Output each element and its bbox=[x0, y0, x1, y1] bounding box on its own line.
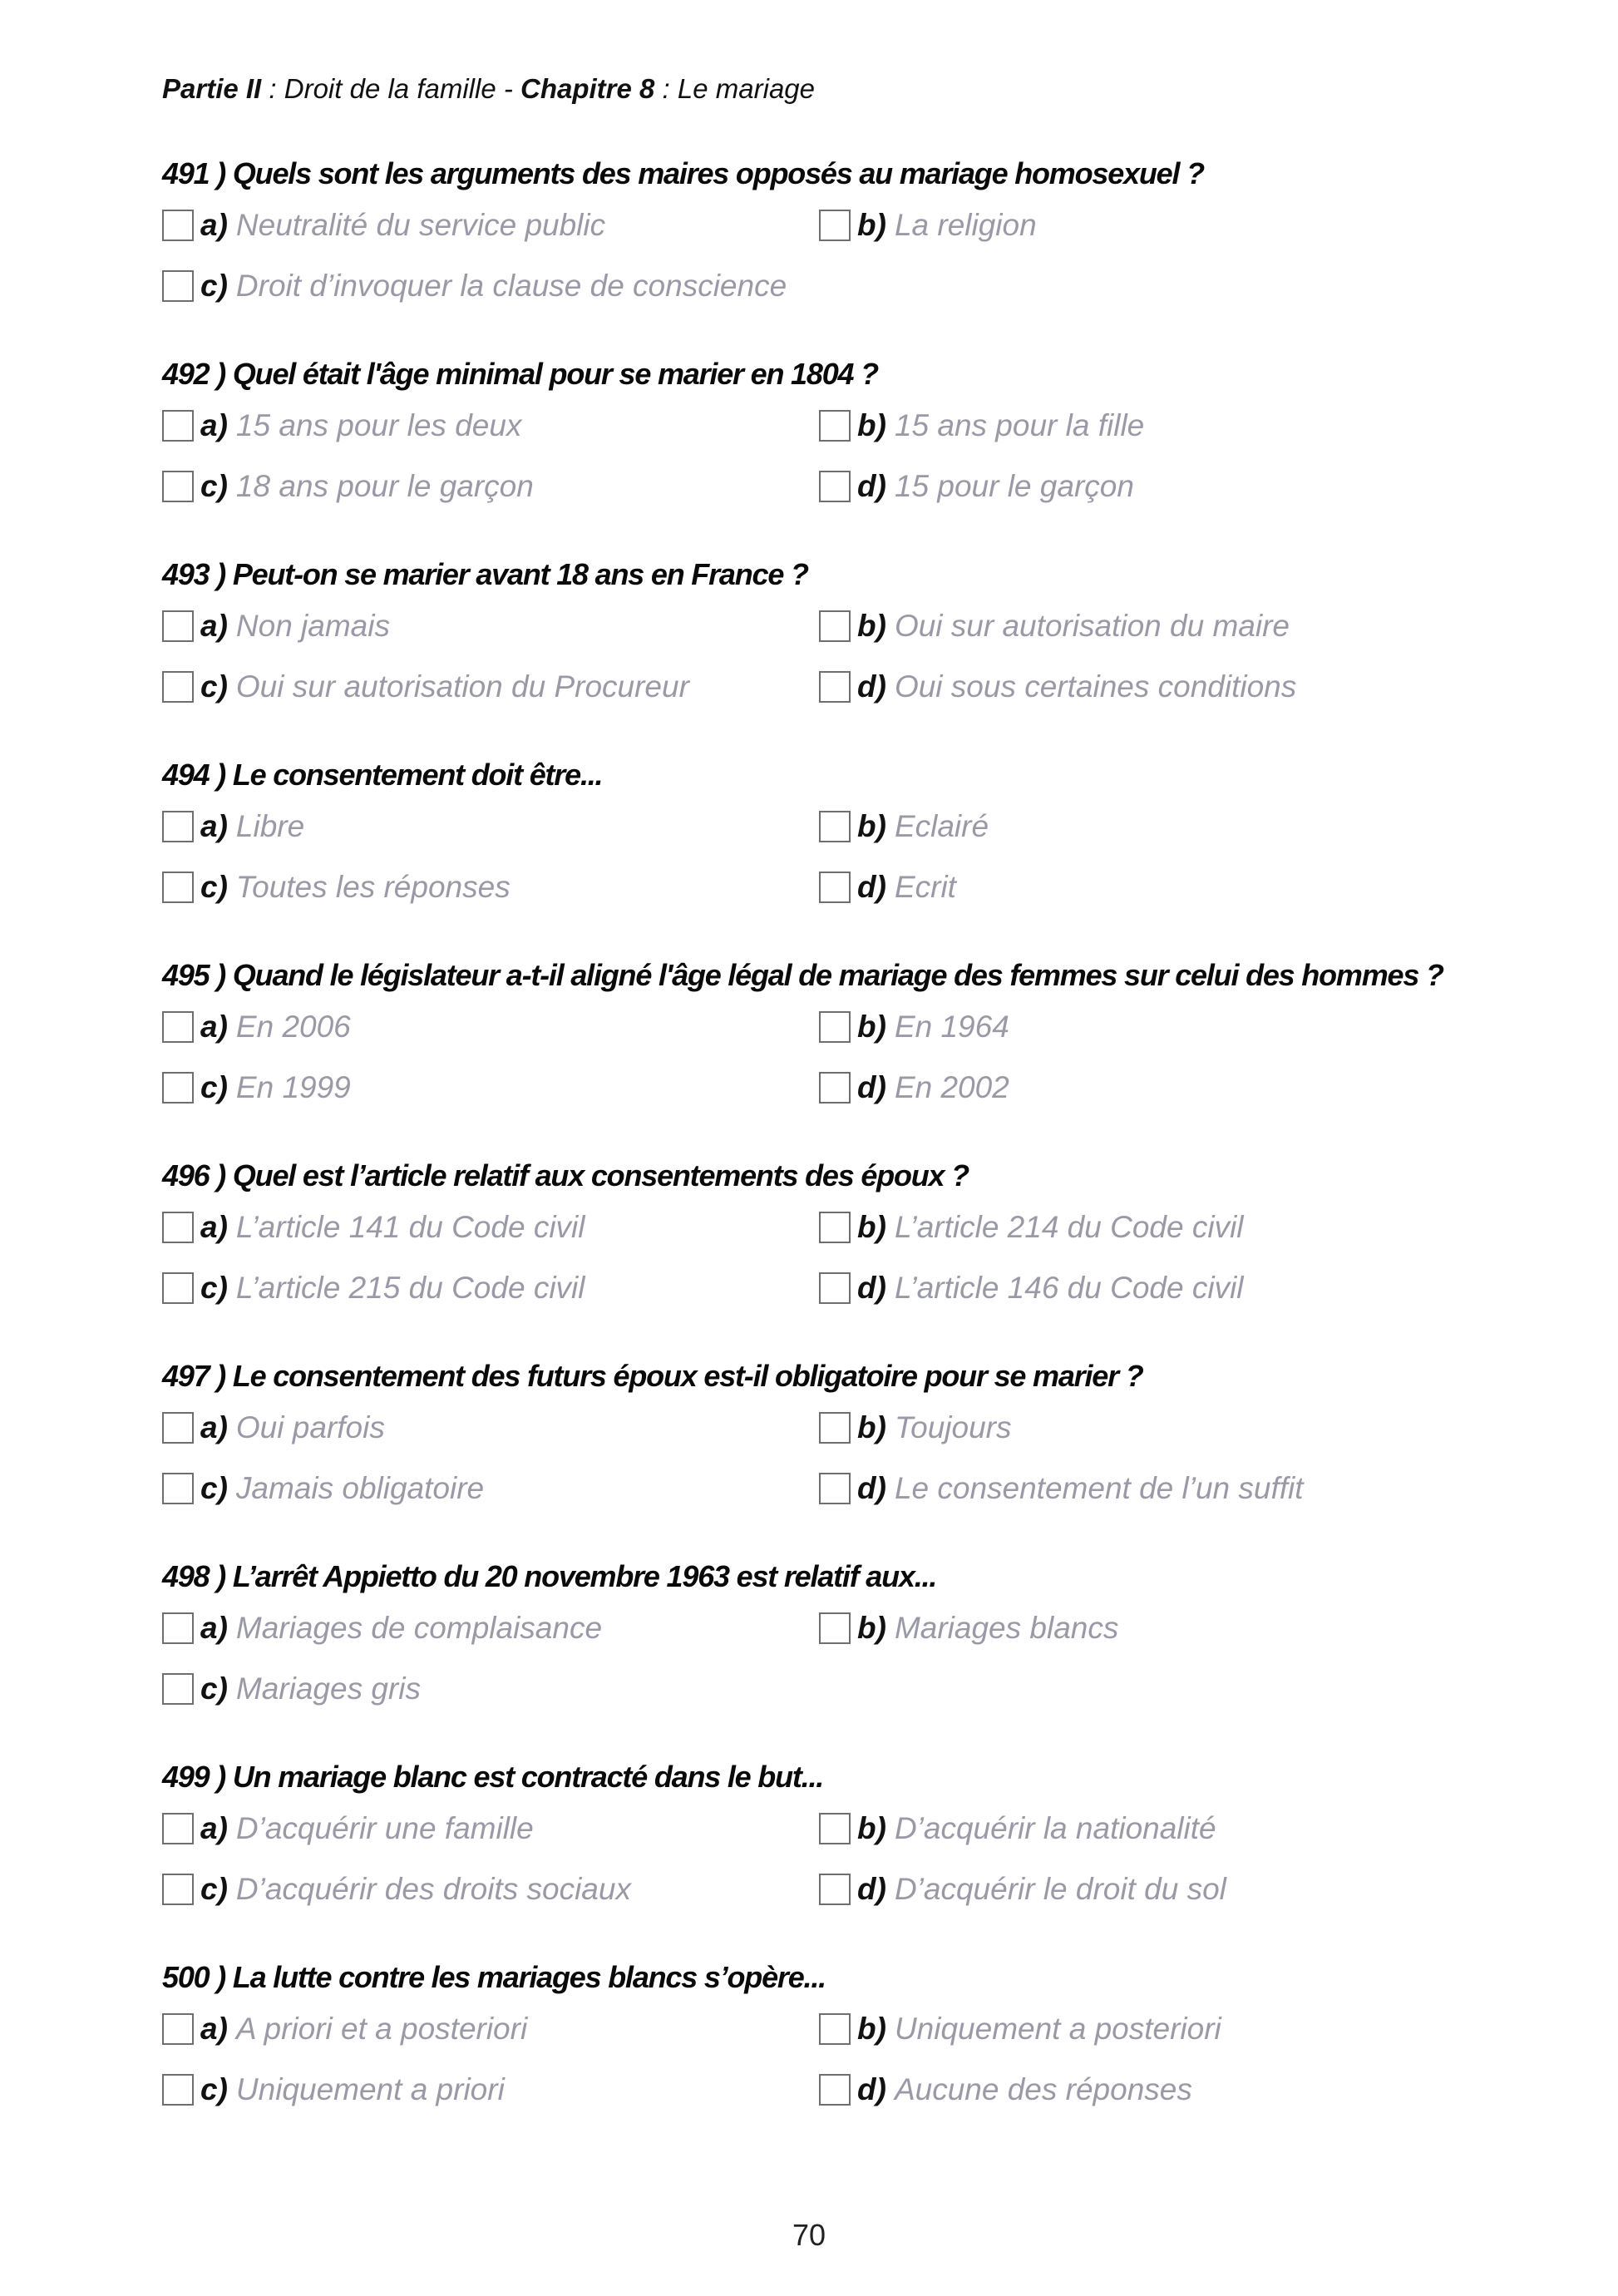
option-letter: a) bbox=[200, 2012, 228, 2046]
answer-option[interactable] bbox=[162, 1872, 631, 1907]
option-letter: d) bbox=[857, 669, 886, 704]
question-block bbox=[162, 357, 1509, 557]
question-title: 493 ) Peut-on se marier avant 18 ans en France ? bbox=[162, 557, 808, 591]
question-title: 491 ) Quels sont les arguments des maires opposés au mariage homosexuel ? bbox=[162, 156, 1204, 190]
answer-option[interactable] bbox=[162, 1010, 351, 1044]
answer-checkbox[interactable] bbox=[162, 671, 194, 703]
option-text: 15 ans pour les deux bbox=[235, 408, 522, 442]
answer-checkbox[interactable] bbox=[162, 1813, 194, 1844]
option-letter: c) bbox=[200, 1671, 228, 1706]
answer-option[interactable] bbox=[819, 1811, 1216, 1846]
question-block bbox=[162, 557, 1509, 758]
answer-checkbox[interactable] bbox=[162, 1412, 194, 1444]
answer-option[interactable] bbox=[162, 609, 390, 644]
answer-checkbox[interactable] bbox=[162, 410, 194, 442]
answer-checkbox[interactable] bbox=[162, 471, 194, 502]
answer-checkbox[interactable] bbox=[819, 671, 851, 703]
question-title: 500 ) La lutte contre les mariages blancs s’opère... bbox=[162, 1960, 826, 1994]
answer-option[interactable] bbox=[819, 1010, 1009, 1044]
option-text: Neutralité du service public bbox=[235, 208, 606, 242]
answer-checkbox[interactable] bbox=[819, 1473, 851, 1504]
option-text: Ecrit bbox=[894, 870, 956, 904]
question-title: 499 ) Un mariage blanc est contracté dans le but... bbox=[162, 1760, 824, 1794]
answer-checkbox[interactable] bbox=[162, 811, 194, 842]
option-letter: a) bbox=[200, 1811, 228, 1845]
option-letter: b) bbox=[857, 208, 886, 242]
answer-option[interactable] bbox=[162, 408, 521, 443]
answer-option[interactable] bbox=[819, 1271, 1244, 1306]
option-text: En 2002 bbox=[894, 1070, 1009, 1104]
answer-option[interactable] bbox=[819, 1210, 1244, 1245]
option-letter: c) bbox=[200, 1271, 228, 1305]
answer-option[interactable] bbox=[162, 469, 534, 504]
answer-checkbox[interactable] bbox=[819, 1212, 851, 1243]
option-text: Aucune des réponses bbox=[894, 2072, 1192, 2106]
option-text: Oui sur autorisation du maire bbox=[894, 609, 1290, 643]
option-letter: d) bbox=[857, 1070, 886, 1104]
answer-checkbox[interactable] bbox=[162, 871, 194, 903]
answer-checkbox[interactable] bbox=[819, 2013, 851, 2045]
option-letter: a) bbox=[200, 408, 228, 442]
option-text: Oui parfois bbox=[235, 1410, 385, 1444]
answer-checkbox[interactable] bbox=[162, 1212, 194, 1243]
answer-checkbox[interactable] bbox=[819, 610, 851, 642]
answer-option[interactable] bbox=[819, 1872, 1226, 1907]
answer-option[interactable] bbox=[162, 669, 689, 704]
option-text: Le consentement de l’un suffit bbox=[894, 1471, 1304, 1505]
option-letter: a) bbox=[200, 1410, 228, 1444]
answer-checkbox[interactable] bbox=[162, 1673, 194, 1705]
option-letter: b) bbox=[857, 1010, 886, 1044]
answer-option[interactable] bbox=[162, 1210, 585, 1245]
option-text: Uniquement a priori bbox=[235, 2072, 505, 2106]
answer-option[interactable] bbox=[819, 1410, 1012, 1445]
part-separator: : bbox=[261, 73, 284, 104]
answer-option[interactable] bbox=[162, 1070, 351, 1105]
answer-option[interactable] bbox=[819, 1611, 1118, 1646]
option-text: L’article 146 du Code civil bbox=[894, 1271, 1244, 1305]
answer-option[interactable] bbox=[819, 2012, 1221, 2047]
answer-option[interactable] bbox=[162, 2072, 505, 2107]
option-text: Mariages blancs bbox=[894, 1611, 1119, 1645]
option-text: 15 pour le garçon bbox=[894, 469, 1134, 503]
answer-checkbox[interactable] bbox=[819, 1011, 851, 1043]
option-letter: b) bbox=[857, 609, 886, 643]
question-title: 496 ) Quel est l’article relatif aux consentements des époux ? bbox=[162, 1158, 969, 1192]
option-text: Toujours bbox=[894, 1410, 1012, 1444]
answer-option[interactable] bbox=[819, 669, 1296, 704]
question-block bbox=[162, 156, 1509, 357]
option-letter: b) bbox=[857, 1611, 886, 1645]
answer-option[interactable] bbox=[162, 1410, 385, 1445]
option-letter: b) bbox=[857, 408, 886, 442]
option-text: Mariages de complaisance bbox=[235, 1611, 603, 1645]
page-number: 70 bbox=[792, 2218, 826, 2252]
option-letter: c) bbox=[200, 469, 228, 503]
answer-option[interactable] bbox=[162, 208, 605, 243]
chapter-separator: : bbox=[654, 73, 678, 104]
option-text: D’acquérir une famille bbox=[235, 1811, 534, 1845]
option-text: Eclairé bbox=[894, 809, 989, 843]
question-block bbox=[162, 1359, 1509, 1559]
option-text: L’article 214 du Code civil bbox=[894, 1210, 1244, 1244]
answer-option[interactable] bbox=[162, 1611, 602, 1646]
question-block bbox=[162, 758, 1509, 958]
option-letter: a) bbox=[200, 208, 228, 242]
option-text: L’article 215 du Code civil bbox=[235, 1271, 585, 1305]
option-text: Jamais obligatoire bbox=[235, 1471, 485, 1505]
answer-option[interactable] bbox=[819, 1471, 1304, 1506]
option-text: Libre bbox=[235, 809, 305, 843]
question-title: 495 ) Quand le législateur a-t-il aligné l'âge légal de mariage des femmes sur celui des hommes ? bbox=[162, 958, 1443, 992]
option-letter: d) bbox=[857, 1872, 886, 1906]
option-letter: d) bbox=[857, 1271, 886, 1305]
answer-checkbox[interactable] bbox=[819, 2074, 851, 2106]
option-letter: d) bbox=[857, 1471, 886, 1505]
question-block bbox=[162, 1559, 1509, 1760]
question-block bbox=[162, 1960, 1509, 2160]
answer-checkbox[interactable] bbox=[819, 1072, 851, 1104]
answer-checkbox[interactable] bbox=[162, 1272, 194, 1304]
answer-option[interactable] bbox=[162, 1671, 421, 1706]
part-label: Partie II bbox=[162, 73, 262, 104]
option-text: A priori et a posteriori bbox=[235, 2012, 528, 2046]
answer-checkbox[interactable] bbox=[819, 811, 851, 842]
option-text: 15 ans pour la fille bbox=[894, 408, 1145, 442]
question-list bbox=[162, 156, 1509, 2160]
option-text: En 1999 bbox=[235, 1070, 351, 1104]
option-letter: b) bbox=[857, 1210, 886, 1244]
question-title: 497 ) Le consentement des futurs époux est-il obligatoire pour se marier ? bbox=[162, 1359, 1143, 1393]
answer-option[interactable] bbox=[819, 809, 989, 844]
answer-option[interactable] bbox=[162, 2012, 527, 2047]
answer-option[interactable] bbox=[162, 809, 304, 844]
answer-checkbox[interactable] bbox=[819, 1612, 851, 1644]
question-title: 492 ) Quel était l'âge minimal pour se marier en 1804 ? bbox=[162, 357, 878, 391]
answer-checkbox[interactable] bbox=[819, 1272, 851, 1304]
option-text: D’acquérir le droit du sol bbox=[894, 1872, 1226, 1906]
answer-checkbox[interactable] bbox=[819, 471, 851, 502]
answer-checkbox[interactable] bbox=[162, 2013, 194, 2045]
answer-option[interactable] bbox=[819, 609, 1290, 644]
answer-checkbox[interactable] bbox=[819, 210, 851, 241]
option-letter: a) bbox=[200, 609, 228, 643]
option-text: Non jamais bbox=[235, 609, 390, 643]
option-letter: c) bbox=[200, 669, 228, 704]
option-letter: c) bbox=[200, 1070, 228, 1104]
answer-option[interactable] bbox=[162, 870, 511, 905]
option-letter: a) bbox=[200, 1010, 228, 1044]
answer-checkbox[interactable] bbox=[819, 1412, 851, 1444]
question-block bbox=[162, 1760, 1509, 1960]
answer-checkbox[interactable] bbox=[819, 1874, 851, 1905]
option-letter: c) bbox=[200, 1471, 228, 1505]
answer-checkbox[interactable] bbox=[819, 410, 851, 442]
question-block bbox=[162, 1158, 1509, 1359]
option-text: D’acquérir des droits sociaux bbox=[235, 1872, 631, 1906]
option-text: Oui sur autorisation du Procureur bbox=[235, 669, 689, 704]
answer-option[interactable] bbox=[819, 2072, 1192, 2107]
answer-checkbox[interactable] bbox=[162, 1612, 194, 1644]
answer-option[interactable] bbox=[162, 1811, 534, 1846]
option-letter: a) bbox=[200, 1210, 228, 1244]
option-text: En 1964 bbox=[894, 1010, 1009, 1044]
answer-option[interactable] bbox=[819, 1070, 1009, 1105]
option-text: Uniquement a posteriori bbox=[894, 2012, 1221, 2046]
answer-option[interactable] bbox=[162, 269, 787, 304]
option-letter: d) bbox=[857, 469, 886, 503]
option-text: Droit d’invoquer la clause de conscience bbox=[235, 269, 787, 303]
option-text: D’acquérir la nationalité bbox=[894, 1811, 1216, 1845]
answer-checkbox[interactable] bbox=[819, 871, 851, 903]
option-letter: b) bbox=[857, 809, 886, 843]
option-letter: b) bbox=[857, 1410, 886, 1444]
answer-checkbox[interactable] bbox=[162, 1072, 194, 1104]
option-letter: c) bbox=[200, 1872, 228, 1906]
option-text: Toutes les réponses bbox=[235, 870, 511, 904]
option-letter: b) bbox=[857, 1811, 886, 1845]
answer-option[interactable] bbox=[819, 870, 956, 905]
option-letter: a) bbox=[200, 1611, 228, 1645]
answer-option[interactable] bbox=[162, 1271, 585, 1306]
option-text: Mariages gris bbox=[235, 1671, 421, 1706]
option-letter: d) bbox=[857, 870, 886, 904]
answer-checkbox[interactable] bbox=[819, 1813, 851, 1844]
answer-option[interactable] bbox=[162, 1471, 484, 1506]
answer-checkbox[interactable] bbox=[162, 2074, 194, 2106]
answer-checkbox[interactable] bbox=[162, 270, 194, 302]
option-letter: c) bbox=[200, 870, 228, 904]
option-letter: b) bbox=[857, 2012, 886, 2046]
option-letter: d) bbox=[857, 2072, 886, 2106]
question-title: 494 ) Le consentement doit être... bbox=[162, 758, 603, 792]
option-text: La religion bbox=[894, 208, 1037, 242]
option-text: L’article 141 du Code civil bbox=[235, 1210, 585, 1244]
part-title: Droit de la famille bbox=[284, 73, 496, 104]
option-text: En 2006 bbox=[235, 1010, 351, 1044]
answer-checkbox[interactable] bbox=[162, 1874, 194, 1905]
option-letter: c) bbox=[200, 269, 228, 303]
question-block bbox=[162, 958, 1509, 1158]
answer-checkbox[interactable] bbox=[162, 1473, 194, 1504]
page-header bbox=[162, 73, 815, 105]
answer-option[interactable] bbox=[819, 208, 1037, 243]
answer-checkbox[interactable] bbox=[162, 610, 194, 642]
chapter-label: Chapitre 8 bbox=[520, 73, 655, 104]
answer-checkbox[interactable] bbox=[162, 210, 194, 241]
option-text: 18 ans pour le garçon bbox=[235, 469, 534, 503]
option-text: Oui sous certaines conditions bbox=[894, 669, 1297, 704]
header-dash: - bbox=[496, 73, 521, 104]
question-title: 498 ) L’arrêt Appietto du 20 novembre 1963 est relatif aux... bbox=[162, 1559, 937, 1593]
answer-checkbox[interactable] bbox=[162, 1011, 194, 1043]
chapter-title: Le mariage bbox=[677, 73, 816, 104]
answer-option[interactable] bbox=[819, 469, 1134, 504]
answer-option[interactable] bbox=[819, 408, 1144, 443]
option-letter: a) bbox=[200, 809, 228, 843]
option-letter: c) bbox=[200, 2072, 228, 2106]
